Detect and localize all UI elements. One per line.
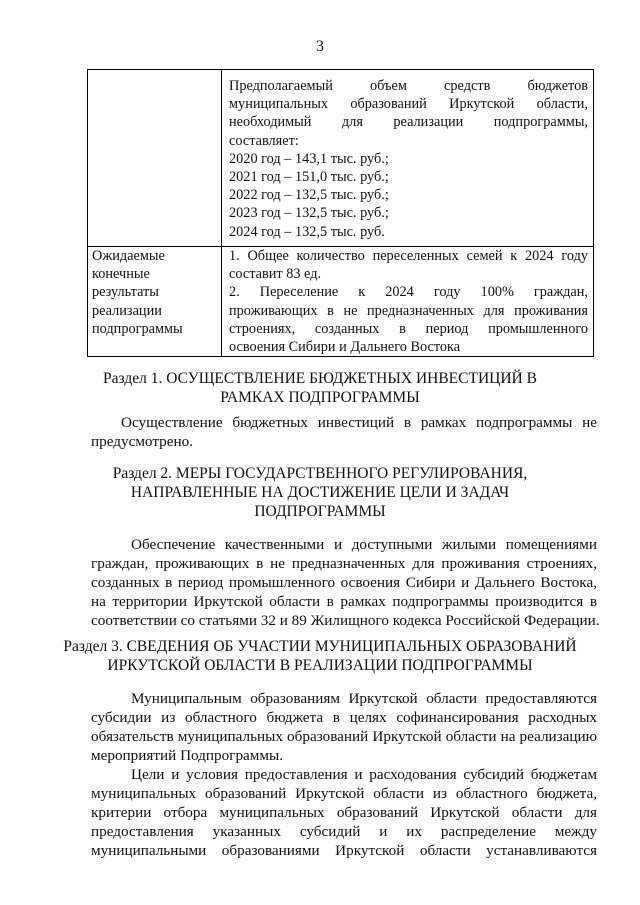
- section-2-text: [91, 535, 600, 630]
- funding-year-2024: 2024 год – 132,5 тыс. руб.: [229, 223, 385, 240]
- result-line: проживающих в не предназначенных для проживания: [229, 302, 588, 319]
- text-line: граждан, проживающих в не предназначенных для проживания строениях,: [91, 555, 597, 573]
- label-line: подпрограммы: [92, 320, 183, 337]
- funding-line: составляет:: [229, 132, 299, 149]
- funding-year-2020: 2020 год – 143,1 тыс. руб.;: [229, 150, 389, 167]
- text-line: предусмотрено.: [91, 433, 194, 451]
- section-1-heading: [0, 369, 640, 407]
- funding-line: муниципальных образований Иркутской области,: [229, 96, 588, 113]
- table-cell-empty: [88, 70, 222, 247]
- text-line: муниципальных образований Иркутской области из областного бюджета,: [91, 785, 597, 803]
- text-line: Обеспечение качественными и доступными жилыми помещениями: [131, 536, 597, 553]
- label-line: конечные: [92, 266, 150, 283]
- text-line: субсидии из областного бюджета в целях софинансирования расходных: [91, 709, 597, 727]
- heading-line: Раздел 1. ОСУЩЕСТВЛЕНИЕ БЮДЖЕТНЫХ ИНВЕСТИЦИЙ В: [103, 370, 537, 387]
- funding-year-2022: 2022 год – 132,5 тыс. руб.;: [229, 187, 389, 204]
- table-row-expected-results: [88, 247, 594, 357]
- heading-line: ПОДПРОГРАММЫ: [254, 503, 386, 520]
- table-row-funding: [88, 70, 594, 247]
- text-line: обязательств муниципальных образований Иркутской области на реализацию: [91, 728, 597, 746]
- label-line: реализации: [92, 302, 162, 319]
- text-line: критерии отбора муниципальных образований Иркутской области для: [91, 804, 597, 822]
- heading-line: РАМКАХ ПОДПРОГРАММЫ: [220, 389, 420, 406]
- text-line: соответствии со статьями 32 и 89 Жилищного кодекса Российской Федерации.: [91, 612, 600, 630]
- text-line: мероприятий Подпрограммы.: [91, 747, 284, 765]
- label-line: результаты: [92, 284, 159, 301]
- heading-line: НАПРАВЛЕННЫЕ НА ДОСТИЖЕНИЕ ЦЕЛИ И ЗАДАЧ: [130, 484, 510, 501]
- heading-line: ИРКУТСКОЙ ОБЛАСТИ В РЕАЛИЗАЦИИ ПОДПРОГРАММЫ: [107, 657, 533, 674]
- section-3-paragraph-1: [91, 689, 597, 765]
- heading-line: Раздел 2. МЕРЫ ГОСУДАРСТВЕННОГО РЕГУЛИРОВАНИЯ,: [112, 465, 528, 482]
- funding-line: Предполагаемый объем средств бюджетов: [229, 78, 588, 94]
- text-line: муниципальными образованиями Иркутской области устанавливаются: [91, 842, 597, 860]
- section-3-heading: [0, 637, 640, 675]
- text-line: Муниципальным образованиям Иркутской области предоставляются: [131, 690, 597, 707]
- result-line: освоения Сибири и Дальнего Востока: [229, 339, 461, 356]
- text-line: на территории Иркутской области в рамках подпрограммы производится в: [91, 593, 597, 611]
- text-line: Цели и условия предоставления и расходования субсидий бюджетам: [131, 766, 597, 783]
- result-line: 2. Переселение к 2024 году 100% граждан,: [229, 284, 588, 301]
- result-line: составит 83 ед.: [229, 266, 322, 283]
- funding-year-2021: 2021 год – 151,0 тыс. руб.;: [229, 169, 389, 186]
- table-cell-funding: [222, 70, 594, 247]
- subprogram-passport-table: [87, 69, 594, 357]
- result-line: строениях, созданных в период промышленного: [229, 320, 588, 337]
- text-line: Осуществление бюджетных инвестиций в рамках подпрограммы не: [121, 414, 597, 431]
- text-line: предоставления указанных субсидий и их распределение между: [91, 823, 597, 841]
- funding-line: необходимый для реализации подпрограммы,: [229, 114, 588, 131]
- label-line: Ожидаемые: [92, 248, 165, 264]
- table-cell-expected-results: [222, 247, 594, 357]
- text-line: созданных в период промышленного освоения Сибири и Дальнего Востока,: [91, 574, 597, 592]
- funding-year-2023: 2023 год – 132,5 тыс. руб.;: [229, 205, 389, 222]
- page-number: 3: [316, 38, 324, 55]
- result-line: 1. Общее количество переселенных семей к 2024 году: [229, 248, 588, 264]
- section-1-text: [91, 413, 597, 451]
- heading-line: Раздел 3. СВЕДЕНИЯ ОБ УЧАСТИИ МУНИЦИПАЛЬНЫХ ОБРАЗОВАНИЙ: [63, 638, 577, 655]
- section-2-heading: [0, 464, 640, 521]
- table-cell-expected-results-label: [88, 247, 222, 357]
- section-3-paragraph-2: [91, 765, 597, 860]
